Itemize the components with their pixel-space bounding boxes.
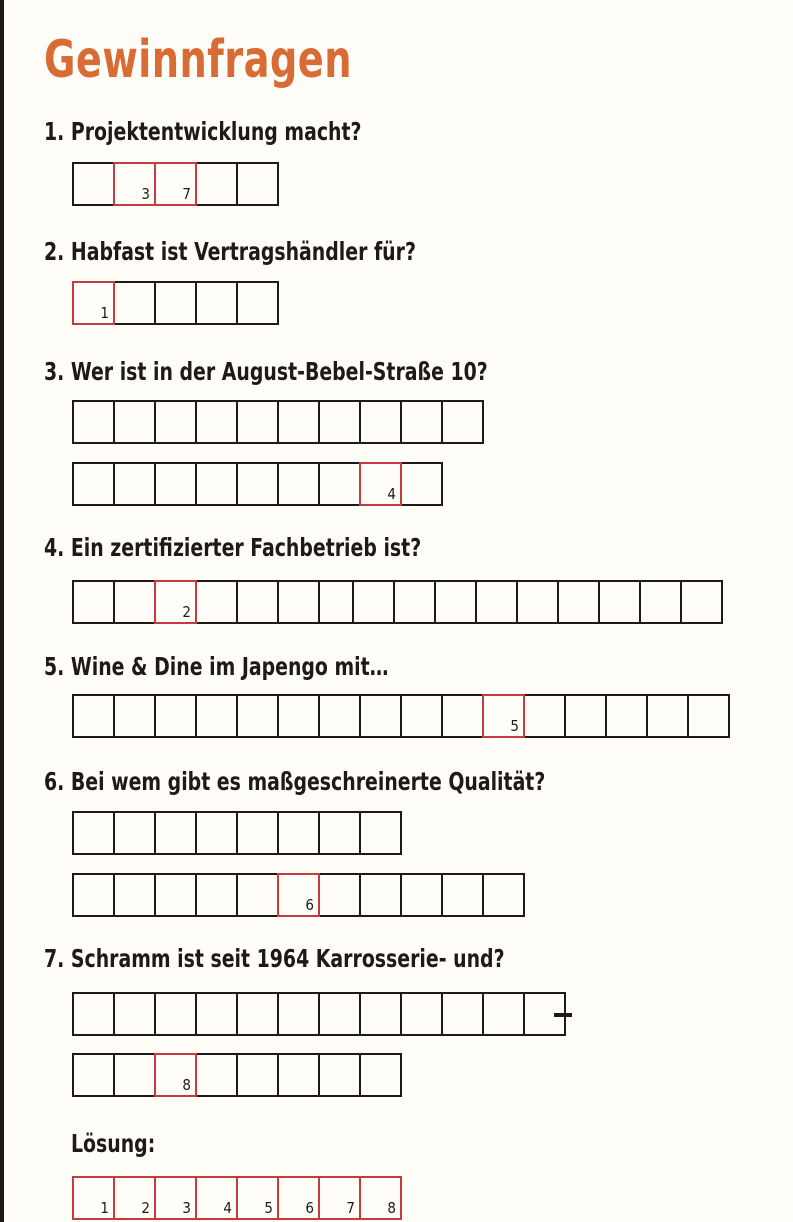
solution-index: 4	[387, 485, 396, 503]
hyphen	[554, 1013, 572, 1017]
letter-box[interactable]	[154, 462, 197, 506]
letter-box[interactable]	[318, 811, 361, 855]
letter-box[interactable]	[195, 580, 238, 624]
letter-box[interactable]	[113, 1176, 156, 1220]
letter-box[interactable]	[400, 462, 443, 506]
letter-box[interactable]	[359, 694, 402, 738]
letter-box[interactable]	[154, 873, 197, 917]
letter-box[interactable]	[359, 811, 402, 855]
answer-row	[72, 162, 279, 206]
letter-box[interactable]	[72, 580, 115, 624]
letter-box[interactable]	[441, 400, 484, 444]
answer-row	[400, 694, 730, 738]
answer-row	[72, 873, 525, 917]
answer-row	[72, 992, 566, 1036]
question-text: 7. Schramm ist seit 1964 Karrosserie- und?	[44, 944, 505, 973]
letter-box[interactable]	[236, 580, 279, 624]
letter-box[interactable]	[482, 992, 525, 1036]
answer-row	[72, 281, 279, 325]
question-text: 1. Projektentwicklung macht?	[44, 117, 362, 146]
letter-box[interactable]	[277, 580, 320, 624]
letter-box[interactable]	[359, 992, 402, 1036]
letter-box[interactable]	[113, 694, 156, 738]
letter-box[interactable]	[318, 873, 361, 917]
solution-index: 5	[510, 717, 519, 735]
letter-box[interactable]	[113, 462, 156, 506]
letter-box[interactable]	[318, 400, 361, 444]
letter-box[interactable]	[113, 1053, 156, 1097]
answer-row	[352, 580, 723, 624]
letter-box[interactable]	[687, 694, 730, 738]
letter-box[interactable]	[434, 580, 477, 624]
letter-box[interactable]	[154, 580, 197, 624]
letter-box[interactable]	[277, 1053, 320, 1097]
question-text: 3. Wer ist in der August-Bebel-Straße 10?	[44, 357, 488, 386]
letter-box[interactable]	[557, 580, 600, 624]
letter-box[interactable]	[236, 281, 279, 325]
letter-box[interactable]	[359, 1176, 402, 1220]
letter-box[interactable]	[359, 400, 402, 444]
question-text: 5. Wine & Dine im Japengo mit…	[44, 652, 389, 681]
letter-box[interactable]	[113, 400, 156, 444]
letter-box[interactable]	[680, 580, 723, 624]
solution-index: 1	[100, 1199, 109, 1217]
letter-box[interactable]	[646, 694, 689, 738]
letter-box[interactable]	[113, 992, 156, 1036]
solution-index: 3	[182, 1199, 191, 1217]
solution-index: 6	[305, 896, 314, 914]
letter-box[interactable]	[195, 1053, 238, 1097]
letter-box[interactable]	[236, 694, 279, 738]
letter-box[interactable]	[236, 992, 279, 1036]
answer-row	[72, 400, 484, 444]
letter-box[interactable]	[195, 281, 238, 325]
letter-box[interactable]	[195, 1176, 238, 1220]
letter-box[interactable]	[195, 462, 238, 506]
letter-box[interactable]	[195, 873, 238, 917]
letter-box[interactable]	[154, 811, 197, 855]
solution-index: 2	[182, 603, 191, 621]
letter-box[interactable]	[400, 873, 443, 917]
letter-box[interactable]	[318, 1053, 361, 1097]
letter-box[interactable]	[359, 462, 402, 506]
question-text: 6. Bei wem gibt es maßgeschreinerte Qualität?	[44, 767, 546, 796]
letter-box[interactable]	[277, 1176, 320, 1220]
letter-box[interactable]	[318, 992, 361, 1036]
letter-box[interactable]	[277, 694, 320, 738]
solution-index: 2	[141, 1199, 150, 1217]
solution-index: 5	[264, 1199, 273, 1217]
letter-box[interactable]	[72, 281, 115, 325]
letter-box[interactable]	[154, 162, 197, 206]
letter-box[interactable]	[400, 400, 443, 444]
answer-row	[72, 694, 402, 738]
letter-box[interactable]	[400, 992, 443, 1036]
solution-row	[72, 1176, 402, 1220]
solution-index: 7	[346, 1199, 355, 1217]
letter-box[interactable]	[277, 992, 320, 1036]
letter-box[interactable]	[236, 400, 279, 444]
letter-box[interactable]	[393, 580, 436, 624]
letter-box[interactable]	[113, 580, 156, 624]
letter-box[interactable]	[72, 400, 115, 444]
letter-box[interactable]	[72, 1053, 115, 1097]
letter-box[interactable]	[605, 694, 648, 738]
solution-index: 8	[182, 1076, 191, 1094]
letter-box[interactable]	[475, 580, 518, 624]
letter-box[interactable]	[236, 1176, 279, 1220]
letter-box[interactable]	[113, 811, 156, 855]
letter-box[interactable]	[72, 694, 115, 738]
left-border	[0, 0, 4, 1222]
solution-label: Lösung:	[71, 1129, 156, 1158]
solution-index: 7	[182, 185, 191, 203]
letter-box[interactable]	[236, 162, 279, 206]
solution-index: 4	[223, 1199, 232, 1217]
letter-box[interactable]	[72, 162, 115, 206]
letter-box[interactable]	[113, 162, 156, 206]
letter-box[interactable]	[72, 462, 115, 506]
letter-box[interactable]	[277, 811, 320, 855]
letter-box[interactable]	[564, 694, 607, 738]
letter-box[interactable]	[195, 992, 238, 1036]
letter-box[interactable]	[277, 400, 320, 444]
letter-box[interactable]	[154, 694, 197, 738]
letter-box[interactable]	[195, 400, 238, 444]
letter-box[interactable]	[359, 1053, 402, 1097]
letter-box[interactable]	[482, 694, 525, 738]
letter-box[interactable]	[352, 580, 395, 624]
letter-box[interactable]	[359, 873, 402, 917]
question-text: 4. Ein zertifizierter Fachbetrieb ist?	[44, 533, 422, 562]
letter-box[interactable]	[516, 580, 559, 624]
letter-box[interactable]	[236, 462, 279, 506]
letter-box[interactable]	[482, 873, 525, 917]
solution-index: 3	[141, 185, 150, 203]
letter-box[interactable]	[72, 1176, 115, 1220]
letter-box[interactable]	[639, 580, 682, 624]
letter-box[interactable]	[113, 873, 156, 917]
letter-box[interactable]	[277, 462, 320, 506]
letter-box[interactable]	[154, 400, 197, 444]
answer-row	[72, 1053, 402, 1097]
letter-box[interactable]	[523, 694, 566, 738]
letter-box[interactable]	[400, 694, 443, 738]
solution-index: 6	[305, 1199, 314, 1217]
answer-row	[72, 462, 443, 506]
letter-box[interactable]	[72, 992, 115, 1036]
letter-box[interactable]	[154, 1053, 197, 1097]
letter-box[interactable]	[154, 1176, 197, 1220]
letter-box[interactable]	[318, 462, 361, 506]
letter-box[interactable]	[154, 992, 197, 1036]
answer-row	[72, 580, 361, 624]
letter-box[interactable]	[195, 694, 238, 738]
letter-box[interactable]	[72, 811, 115, 855]
question-text: 2. Habfast ist Vertragshändler für?	[44, 237, 416, 266]
letter-box[interactable]	[441, 873, 484, 917]
letter-box[interactable]	[318, 694, 361, 738]
letter-box[interactable]	[154, 281, 197, 325]
letter-box[interactable]	[441, 694, 484, 738]
letter-box[interactable]	[598, 580, 641, 624]
letter-box[interactable]	[441, 992, 484, 1036]
letter-box[interactable]	[236, 811, 279, 855]
letter-box[interactable]	[318, 1176, 361, 1220]
solution-index: 8	[387, 1199, 396, 1217]
letter-box[interactable]	[72, 873, 115, 917]
letter-box[interactable]	[236, 1053, 279, 1097]
page-title: Gewinnfragen	[44, 30, 352, 90]
letter-box[interactable]	[195, 811, 238, 855]
letter-box[interactable]	[236, 873, 279, 917]
letter-box[interactable]	[195, 162, 238, 206]
letter-box[interactable]	[277, 873, 320, 917]
letter-box[interactable]	[113, 281, 156, 325]
solution-index: 1	[100, 304, 109, 322]
answer-row	[72, 811, 402, 855]
